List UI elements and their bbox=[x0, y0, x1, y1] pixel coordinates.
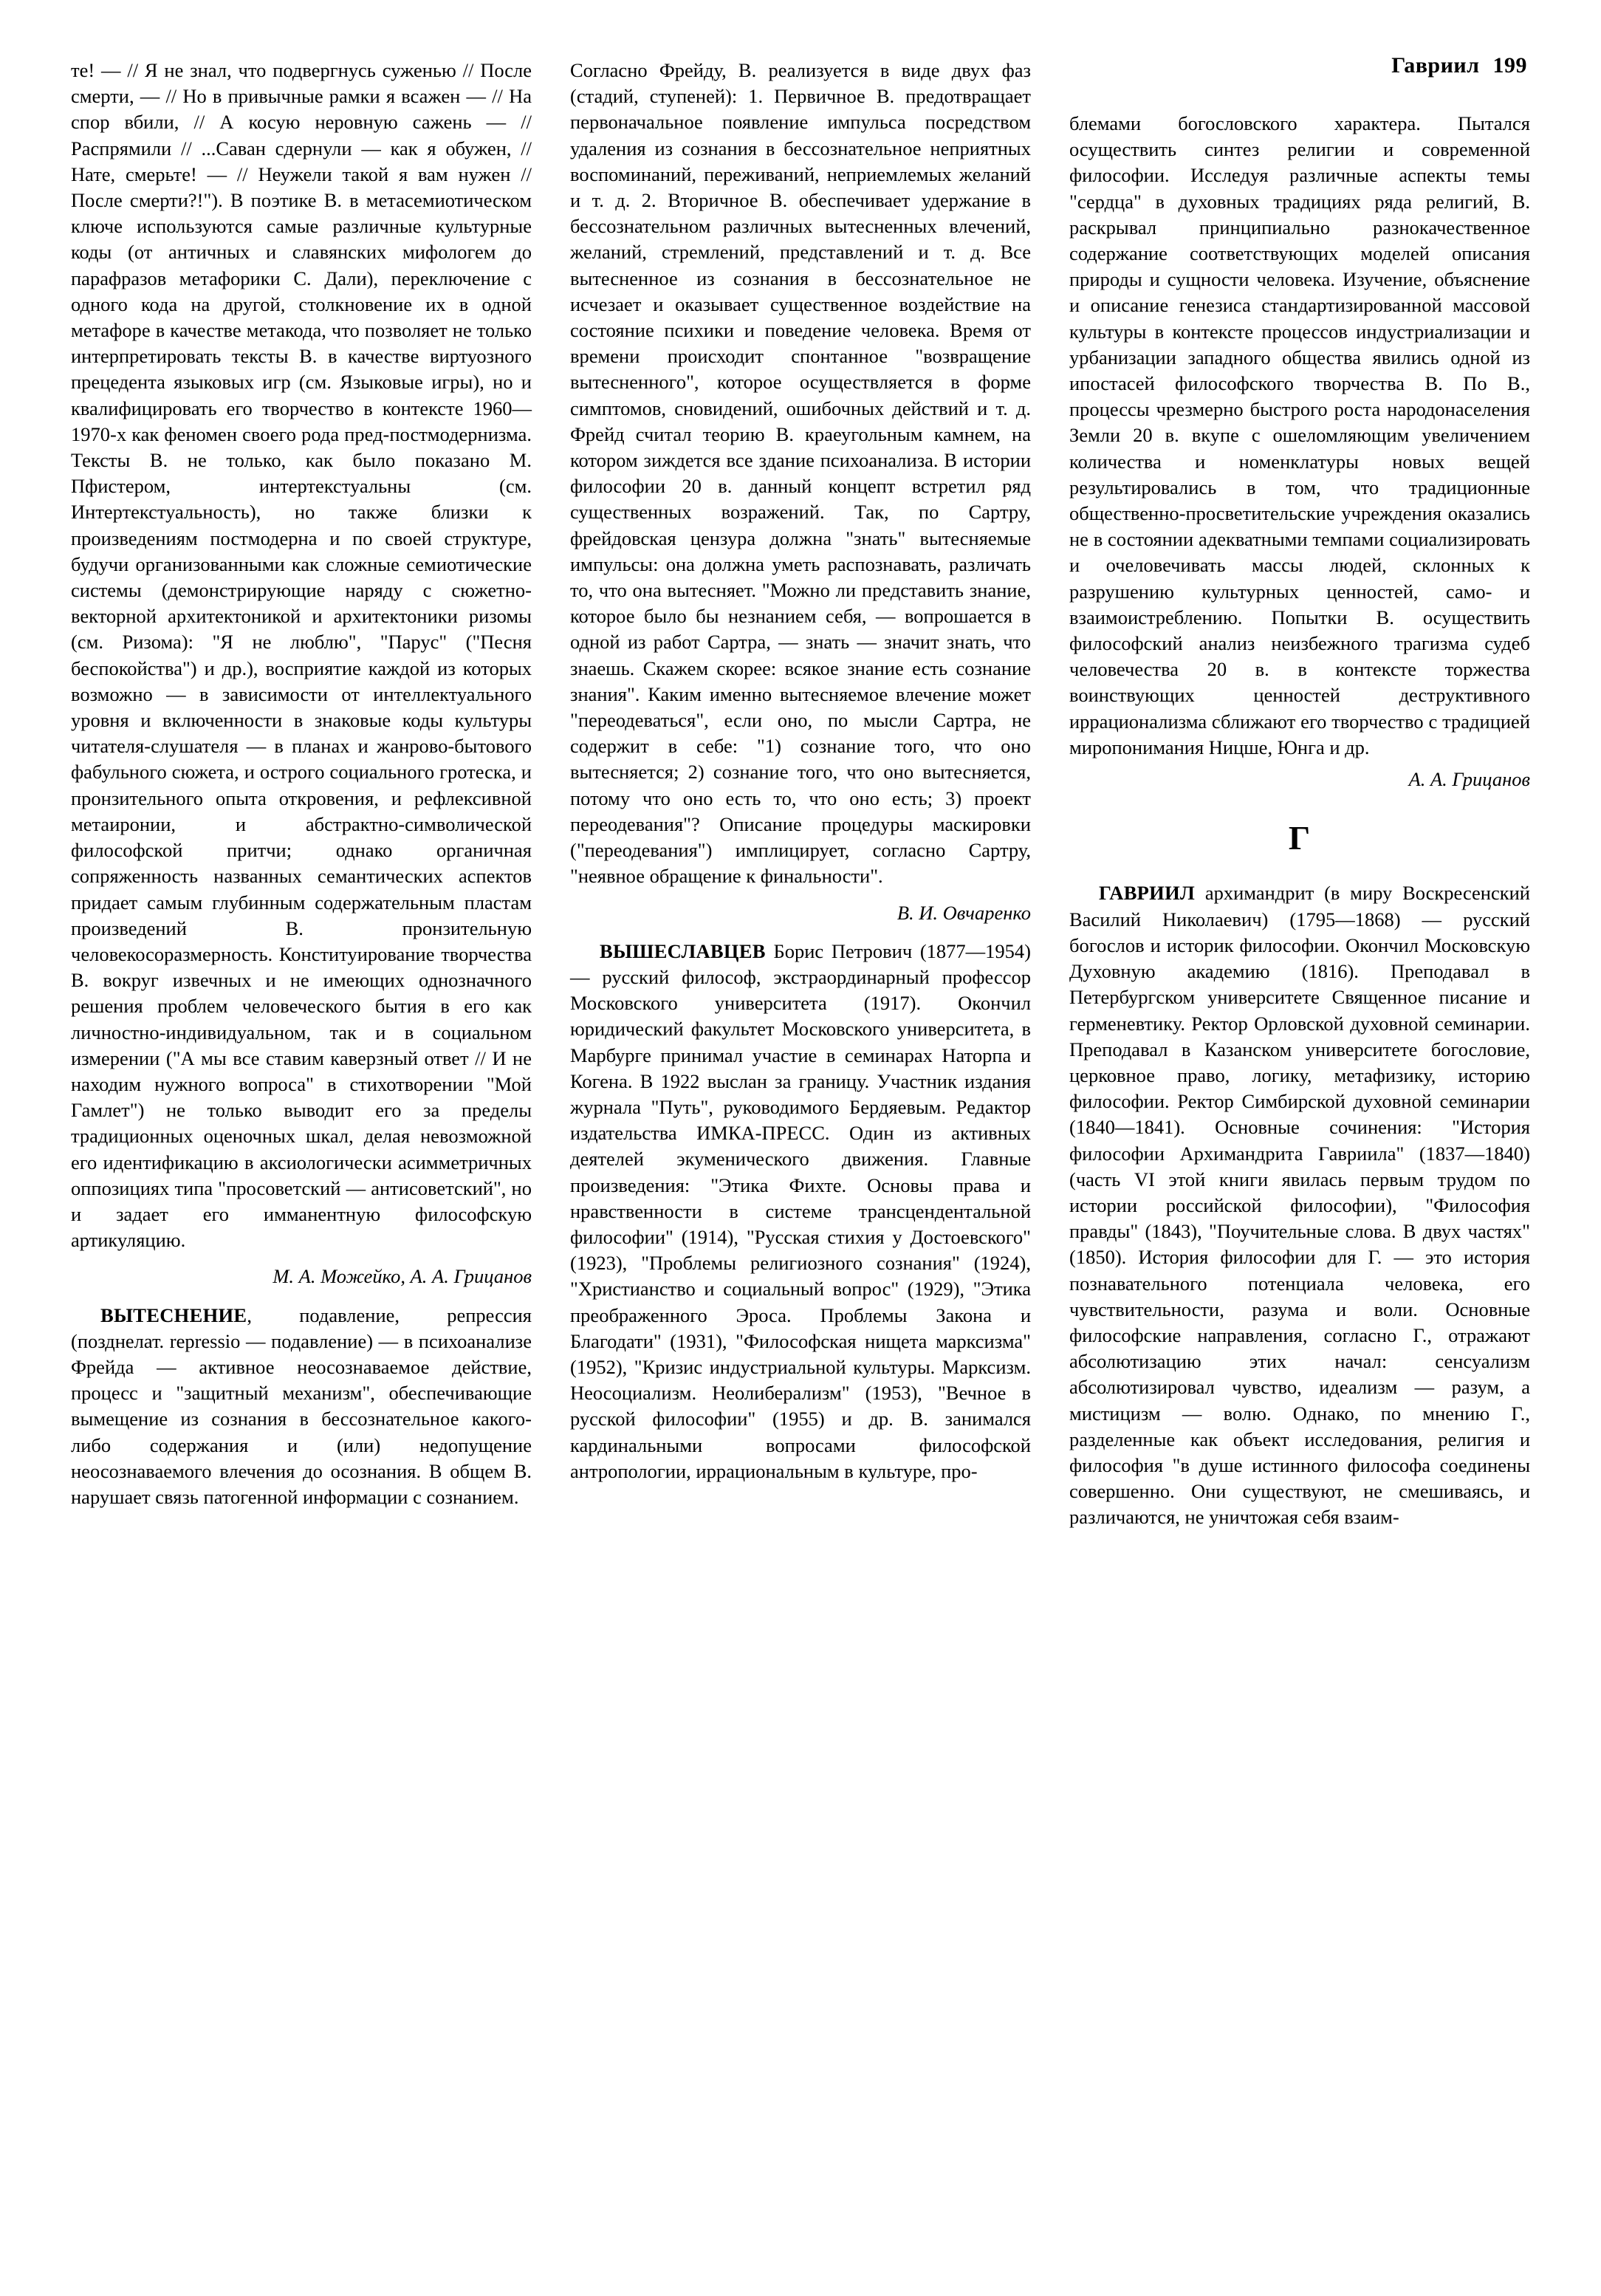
entry-signature: М. А. Можейко, А. А. Грицанов bbox=[272, 1265, 532, 1288]
entry-body: архимандрит (в миру Воскресенский Василий Николаевич) (1795—1868) — русский богослов и историк философии. Окончил Московскую Духовную академию (1816). Преподавал в Петербургском университете Священное писание и герменевтику. Ректор Орловской духовной семинарии. Преподавал в Казанском университете богословие, церковное право, логику, метафизику, историю философии. Ректор Симбирской духовной семинарии (1840—1841). Основные сочинения: "История философии Архимандрита Гавриила" (1837—1840) (часть VI этой книги явилась первым трудом по истории российской философии), "Философия правды" (1843), "Поучительные слова. В двух частях" (1850). История философии для Г. — это история познавательного потенциала человека, его чувствительности, разума и воли. Основные философские направления, согласно Г., отражают абсолютизацию этих начал: сенсуализм абсолютизировал чувство, идеализм — разум, а мистицизм — волю. Однако, по мнению Г., разделенные как объект исследования, религия и философия "в душе истинного философа соединены совершенно. Они существуют, не смешиваясь, и различаются, не уничтожая себя взаим- bbox=[1069, 882, 1530, 1529]
entry-signature: В. И. Овчаренко bbox=[897, 901, 1031, 924]
paragraph-continuation: те! — // Я не знал, что подвергнусь суженью // После смерти, — // Но в привычные рамки я всажен — // На спор вбили, // А косую неровную сажень — // Распрямили // ...Саван сдернули — как я обужен, // Нате, смерьте! — // Неужели такой я вам нужен // После смерти?!"). В поэтике В. в метасемиотическом ключе используются самые различные культурные коды (от античных и славянских мифологем до парафразов метафорики С. Дали), переключение с одного кода на другой, столкновение их в одной метафоре в качестве метакода, что позволяет не только интерпретировать тексты В. в качестве виртуозного прецедента языковых игр (см. Языковые игры), но и квалифицировать его творчество в контексте 1960—1970-х как феномен своего рода пред-постмодернизма. Тексты В. не только, как было показано М. Пфистером, интертекстуальны (см. Интертекстуальность), но также близки к произведениям постмодерна и по своей структуре, будучи организованными как сложные семиотические системы (демонстрирующие наряду с сюжетно-векторной архитектоникой и архитектоники ризомы (см. Ризома): "Я не люблю", "Парус" ("Песня беспокойства") и др.), восприятие каждой из которых возможно — в зависимости от интеллектуального уровня и включенности в знаковые коды культуры читателя-слушателя — в планах и жанрово-бытового фабульного сюжета, и острого социального гротеска, и пронзительного опыта откровения, и рефлексивной метаиронии, и абстрактно-символической философской притчи; однако органичная сопряженность названных семантических аспектов придает самым глубинным содержательным пластам произведений В. пронзительную человекосоразмерность. Конституирование творчества В. вокруг извечных и не имеющих однозначного решения проблем человеческого бытия в его как личностно-индивидуальном, так и в социальном измерении ("А мы все ставим каверзный ответ // И не находим нужного вопроса" в стихотворении "Мой Гамлет") не только выводит его за пределы традиционных оценочных шкал, делая невозможной его идентификацию в аксиологически асимметричных оппозициях типа "просоветский — антисоветский", но и задает его имманентную философскую артикуляцию. bbox=[71, 59, 532, 1252]
entry-headword: ГАВРИИЛ bbox=[1099, 882, 1196, 905]
header-entry-label: Гавриил bbox=[1391, 53, 1480, 78]
entry-vytesnenie bbox=[71, 1303, 532, 1511]
entry-body: , подавление, репрессия (позднелат. repressio — подавление) — в психоанализе Фрейда — активное неосознаваемое действие, процесс и "защитный механизм", обеспечивающие вымещение из сознания в бессознательное какого-либо содержания и (или) недопущение неосознаваемого влечения до осознания. В общем В. нарушает связь патогенной информации с сознанием. bbox=[71, 1303, 532, 1508]
paragraph-continuation: блемами богословского характера. Пытался осуществить синтез религии и современной философии. Исследуя различные аспекты темы "сердца" в духовных традициях ряда религий, В. раскрывал принципиально разнокачественное содержание соответствующих моделей описания природы и сущности человека. Изучение, объяснение и описание генезиса стандартизированной массовой культуры в контексте процессов индустриализации и урбанизации западного общества явились одной из ипостасей философского творчества В. По В., процессы чрезмерно быстрого роста народонаселения Земли 20 в. вкупе с ошеломляющим увеличением количества и номенклатуры новых вещей результировались в том, что традиционные общественно-просветительские учреждения оказались не в состоянии адекватными темпами социализировать и очеловечивать массы людей, склонных к разрушению культурных ценностей, само- и взаимоистреблению. Попытки В. осуществить философский анализ неизбежного трагизма судеб человечества 20 в. в контексте торжества воинствующих ценностей деструктивного иррационализма сближают его творчество с традицией миропонимания Ницше, Юнга и др. bbox=[1069, 112, 1530, 758]
entry-body: Борис Петрович (1877—1954) — русский философ, экстраординарный профессор Московского университета (1917). Окончил юридический факультет Московского университета, в Марбурге принимал участие в семинарах Наторпа и Когена. В 1922 выслан за границу. Участник издания журнала "Путь", руководимого Бердяевым. Редактор издательства ИМКА-ПРЕСС. Один из активных деятелей экуменического движения. Главные произведения: "Этика Фихте. Основы права и нравственности в системе трансцендентальной философии" (1914), "Русская стихия у Достоевского" (1923), "Проблемы религиозного сознания" (1924), "Христианство и социальный вопрос" (1929), "Этика преображенного Эроса. Проблемы Закона и Благодати" (1931), "Философская нищета марксизма" (1952), "Кризис индустриальной культуры. Марксизм. Неосоциализм. Неолиберализм" (1953), "Вечное в русской философии" (1955) и др. В. занимался кардинальными вопросами философской антропологии, иррациональным в культуре, про- bbox=[570, 939, 1031, 1482]
text-columns bbox=[71, 58, 1530, 2244]
page-number: 199 bbox=[1492, 53, 1527, 78]
entry-signature: А. А. Грицанов bbox=[1408, 768, 1530, 791]
column-2 bbox=[570, 58, 1031, 2244]
paragraph-continuation: Согласно Фрейду, В. реализуется в виде двух фаз (стадий, ступеней): 1. Первичное В. предотвращает первоначальное появление импульса посредством удаления из сознания в бессознательное неприятных воспоминаний, переживаний, неприемлемых желаний и т. д. 2. Вторичное В. обеспечивает удержание в бессознательном различных вытесненных влечений, желаний, стремлений, представлений и т. д. Все вытесненное из сознания в бессознательное не исчезает и оказывает существенное воздействие на состояние психики и поведение человека. Время от времени происходит спонтанное "возвращение вытесненного", которое осуществляется в форме симптомов, сновидений, ошибочных действий и т. д. Фрейд считал теорию В. краеугольным камнем, на котором зиждется все здание психоанализа. В истории философии 20 в. данный концепт встретил ряд существенных возражений. Так, по Сартру, фрейдовская цензура должна "знать" вытесняемые импульсы: она должна уметь распознавать, различать то, что она вытесняет. "Можно ли представить знание, которое было бы незнанием себя, — вопрошается в одной из работ Сартра, — знать — значит знать, что знаешь. Скажем скорее: всякое знание есть сознание знания". Каким именно вытесняемое влечение может "переодеваться", если оно, по мысли Сартра, не содержит в себе: "1) сознание того, что оно вытесняется; 2) сознание того, что оно вытесняется, потому что оно есть то, что оно есть; 3) проект переодевания"? Описание процедуры маскировки ("переодевания") имплицирует, согласно Сартру, "неявное обращение к финальности". bbox=[570, 59, 1031, 888]
letter-section-heading: Г bbox=[1288, 819, 1312, 857]
column-3 bbox=[1069, 58, 1530, 2244]
column-1 bbox=[71, 58, 532, 2244]
entry-vysheslavtsev bbox=[570, 939, 1031, 1484]
entry-headword: ВЫШЕСЛАВЦЕВ bbox=[600, 939, 766, 962]
entry-headword: ВЫТЕСНЕНИЕ bbox=[100, 1303, 247, 1326]
entry-gavriil bbox=[1069, 880, 1530, 1530]
